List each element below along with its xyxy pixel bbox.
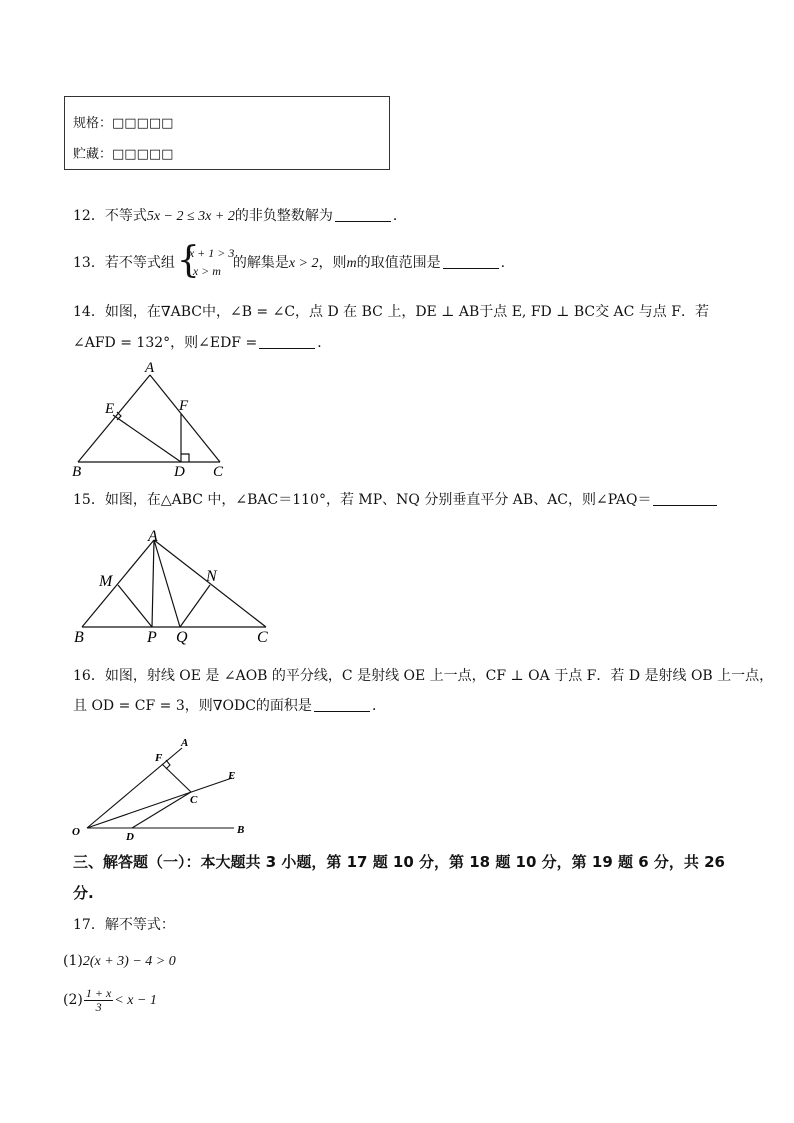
label-f: F (179, 398, 189, 414)
segment-nq (180, 585, 210, 627)
left-brace-icon: { (176, 240, 200, 281)
spec-value: □□□□□ (112, 116, 174, 131)
label-m: M (99, 573, 113, 590)
label-f: F (155, 752, 163, 764)
question-16-line-2 (73, 696, 386, 716)
q13-number: 13． (73, 255, 105, 271)
ray-oa (87, 748, 182, 828)
right-angle-e (117, 412, 121, 420)
label-a: A (181, 737, 189, 749)
label-c: C (257, 629, 268, 646)
q14-line2-text: ∠AFD = 132°，则∠EDF = (73, 335, 258, 351)
label-a: A (148, 528, 158, 545)
section-3-heading-line-2: 分. (73, 884, 94, 902)
q14-answer-blank[interactable] (259, 334, 315, 349)
question-13 (73, 240, 506, 282)
q12-number: 12． (73, 208, 105, 224)
right-angle-d (181, 454, 189, 462)
q15-answer-blank[interactable] (653, 491, 717, 506)
side-ac (150, 375, 220, 462)
q16-line2-text: 且 OD = CF = 3，则∇ODC的面积是 (73, 698, 312, 714)
label-n: N (206, 568, 217, 585)
q17-part-2 (63, 985, 157, 1016)
info-box (64, 96, 390, 170)
q14-figure (70, 360, 240, 478)
question-14-line-2 (73, 333, 331, 353)
q12-post: 的非负整数解为 (234, 208, 333, 224)
question-17-title: 17．解不等式： (73, 917, 175, 933)
segment-aq (154, 540, 180, 627)
q13-answer-blank[interactable] (443, 254, 499, 269)
q17-p2-fraction (84, 987, 113, 1014)
q13-pre: 若不等式组 (104, 255, 175, 271)
q16-figure (70, 734, 260, 842)
right-angle-f (166, 760, 170, 769)
label-c: C (213, 464, 224, 478)
q13-condition: x > 2 (288, 256, 319, 271)
stock-value: □□□□□ (112, 147, 174, 162)
q12-pre: 不等式 (104, 208, 147, 224)
label-c: C (190, 794, 198, 806)
question-14-line-1: 14．如图，在∇ABC中，∠B = ∠C，点 D 在 BC 上，DE ⊥ AB于点 E, FD ⊥ BC交 AC 与点 F．若 (73, 304, 709, 320)
stock-label: 贮藏： (73, 147, 113, 162)
label-q: Q (176, 629, 188, 646)
q12-expression: 5x − 2 ≤ 3x + 2 (146, 209, 235, 224)
q13-inequality-system (176, 240, 235, 281)
question-12 (73, 206, 407, 227)
side-ab (82, 540, 154, 627)
q12-end: ． (392, 208, 407, 224)
q12-answer-blank[interactable] (335, 207, 391, 222)
q13-mid2: ，则 (318, 255, 347, 271)
q14-end: ． (317, 335, 332, 351)
spec-label: 规格： (73, 116, 113, 131)
label-b: B (237, 824, 245, 836)
section-3-heading-line-1: 三、解答题（一）：本大题共 3 小题，第 17 题 10 分，第 18 题 10 分，第 19 题 6 分，共 26 (73, 853, 725, 871)
ray-oe (87, 778, 232, 828)
stock-row (73, 143, 173, 162)
q15-text: 15．如图，在△ABC 中，∠BAC＝110°，若 MP、NQ 分别垂直平分 AB、AC，则∠PAQ＝ (73, 492, 652, 508)
label-o: O (72, 826, 80, 838)
spec-row (73, 112, 173, 131)
q17-p1-label: (1) (63, 953, 83, 969)
label-b: B (74, 629, 84, 646)
question-16-line-1: 16．如图，射线 OE 是 ∠AOB 的平分线，C 是射线 OE 上一点，CF ⊥ OA 于点 F．若 D 是射线 OB 上一点， (73, 668, 774, 684)
label-a: A (145, 360, 155, 376)
label-d: D (174, 464, 185, 478)
q16-end: ． (371, 698, 386, 714)
q17-p2-rest: < x − 1 (114, 993, 157, 1008)
q13-system-line-1: x + 1 > 3 (188, 246, 235, 260)
q17-p2-label: (2) (63, 992, 83, 1008)
label-d: D (126, 831, 134, 842)
q17-p1-expression: 2(x + 3) − 4 > 0 (82, 954, 176, 969)
segment-ap (152, 540, 154, 627)
label-e: E (105, 401, 115, 417)
q16-answer-blank[interactable] (314, 697, 370, 712)
q15-figure (70, 525, 280, 647)
q17-part-1 (63, 951, 176, 972)
question-15 (73, 490, 719, 510)
label-e: E (228, 770, 236, 782)
q13-post: 的取值范围是 (356, 255, 441, 271)
label-b: B (72, 464, 82, 478)
q13-system-line-2: x > m (192, 264, 221, 278)
q13-variable: m (346, 256, 357, 271)
q13-mid1: 的解集是 (232, 255, 289, 271)
q17-p2-denominator: 3 (95, 999, 102, 1014)
q13-end: . (500, 255, 506, 271)
side-ab (78, 375, 150, 462)
segment-mp (118, 585, 152, 627)
segment-de (113, 415, 181, 462)
q17-p2-numerator: 1 + x (85, 985, 112, 1000)
label-p: P (147, 629, 157, 646)
